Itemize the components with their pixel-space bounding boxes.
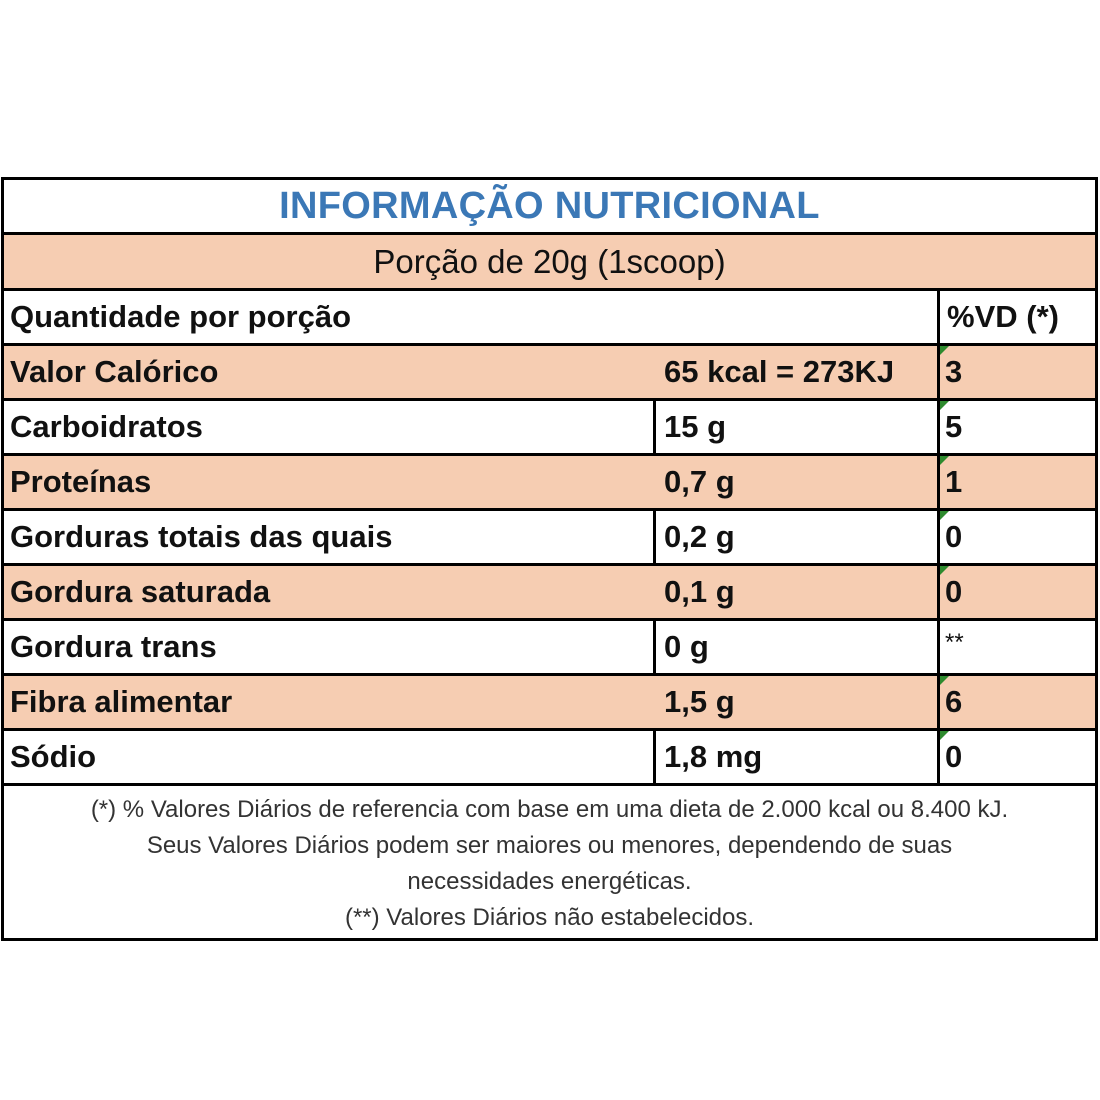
nutrient-vd — [940, 346, 1095, 398]
footnote-line: necessidades energéticas. — [407, 868, 692, 895]
nutrient-vd-value: ** — [945, 629, 964, 656]
nutrient-name: Gorduras totais das quais — [4, 511, 656, 563]
table-row — [4, 401, 1095, 456]
cell-comment-marker-icon — [940, 566, 949, 575]
quantity-header: Quantidade por porção — [4, 291, 940, 343]
nutrient-amount: 1,5 g — [656, 676, 940, 728]
nutrient-amount: 1,8 mg — [656, 731, 940, 783]
nutrient-amount: 65 kcal = 273KJ — [656, 346, 940, 398]
nutrient-amount: 0,7 g — [656, 456, 940, 508]
table-row — [4, 731, 1095, 786]
table-row — [4, 566, 1095, 621]
nutrient-vd — [940, 401, 1095, 453]
table-row — [4, 511, 1095, 566]
nutrition-facts-table — [1, 177, 1098, 941]
nutrient-name: Fibra alimentar — [10, 684, 233, 719]
nutrient-vd-value: 0 — [945, 739, 963, 774]
table-title: INFORMAÇÃO NUTRICIONAL — [4, 180, 1095, 235]
vd-header: %VD (*) — [947, 299, 1059, 334]
nutrient-amount: 0,1 g — [656, 566, 940, 618]
nutrient-name: Carboidratos — [4, 401, 656, 453]
table-row — [4, 456, 1095, 511]
nutrient-vd-value: 0 — [945, 519, 963, 554]
nutrient-vd-value: 6 — [945, 684, 963, 719]
cell-comment-marker-icon — [940, 456, 949, 465]
footnote-line: Seus Valores Diários podem ser maiores ou menores, dependendo de suas — [146, 832, 953, 859]
table-row — [4, 676, 1095, 731]
nutrient-name: Gordura saturada — [10, 574, 271, 609]
cell-comment-marker-icon — [940, 346, 949, 355]
nutrient-name: Proteínas — [10, 464, 152, 499]
cell-comment-marker-icon — [940, 676, 949, 685]
nutrient-vd — [940, 511, 1095, 563]
cell-comment-marker-icon — [940, 511, 949, 520]
footnote — [4, 786, 1095, 938]
footnote-line: (**) Valores Diários não estabelecidos. — [344, 904, 755, 931]
table-header-row — [4, 291, 1095, 346]
nutrient-vd — [940, 566, 1095, 618]
cell-comment-marker-icon — [940, 731, 949, 740]
nutrient-vd-value: 1 — [945, 464, 963, 499]
cell-comment-marker-icon — [940, 401, 949, 410]
nutrient-vd-value: 3 — [945, 354, 963, 389]
nutrient-name: Sódio — [4, 731, 656, 783]
table-row — [4, 346, 1095, 401]
nutrient-vd — [940, 731, 1095, 783]
nutrient-vd — [940, 456, 1095, 508]
nutrient-vd-value: 5 — [945, 409, 963, 444]
nutrient-name: Valor Calórico — [10, 354, 219, 389]
footnote-line: (*) % Valores Diários de referencia com base em uma dieta de 2.000 kcal ou 8.400 kJ. — [90, 796, 1009, 823]
table-row — [4, 621, 1095, 676]
nutrient-amount: 0,2 g — [656, 511, 940, 563]
nutrient-amount: 15 g — [656, 401, 940, 453]
nutrient-amount: 0 g — [656, 621, 940, 673]
nutrient-vd-value: 0 — [945, 574, 963, 609]
nutrient-vd — [940, 676, 1095, 728]
nutrient-name: Gordura trans — [4, 621, 656, 673]
nutrient-vd — [940, 621, 1095, 673]
portion-size: Porção de 20g (1scoop) — [4, 235, 1095, 291]
